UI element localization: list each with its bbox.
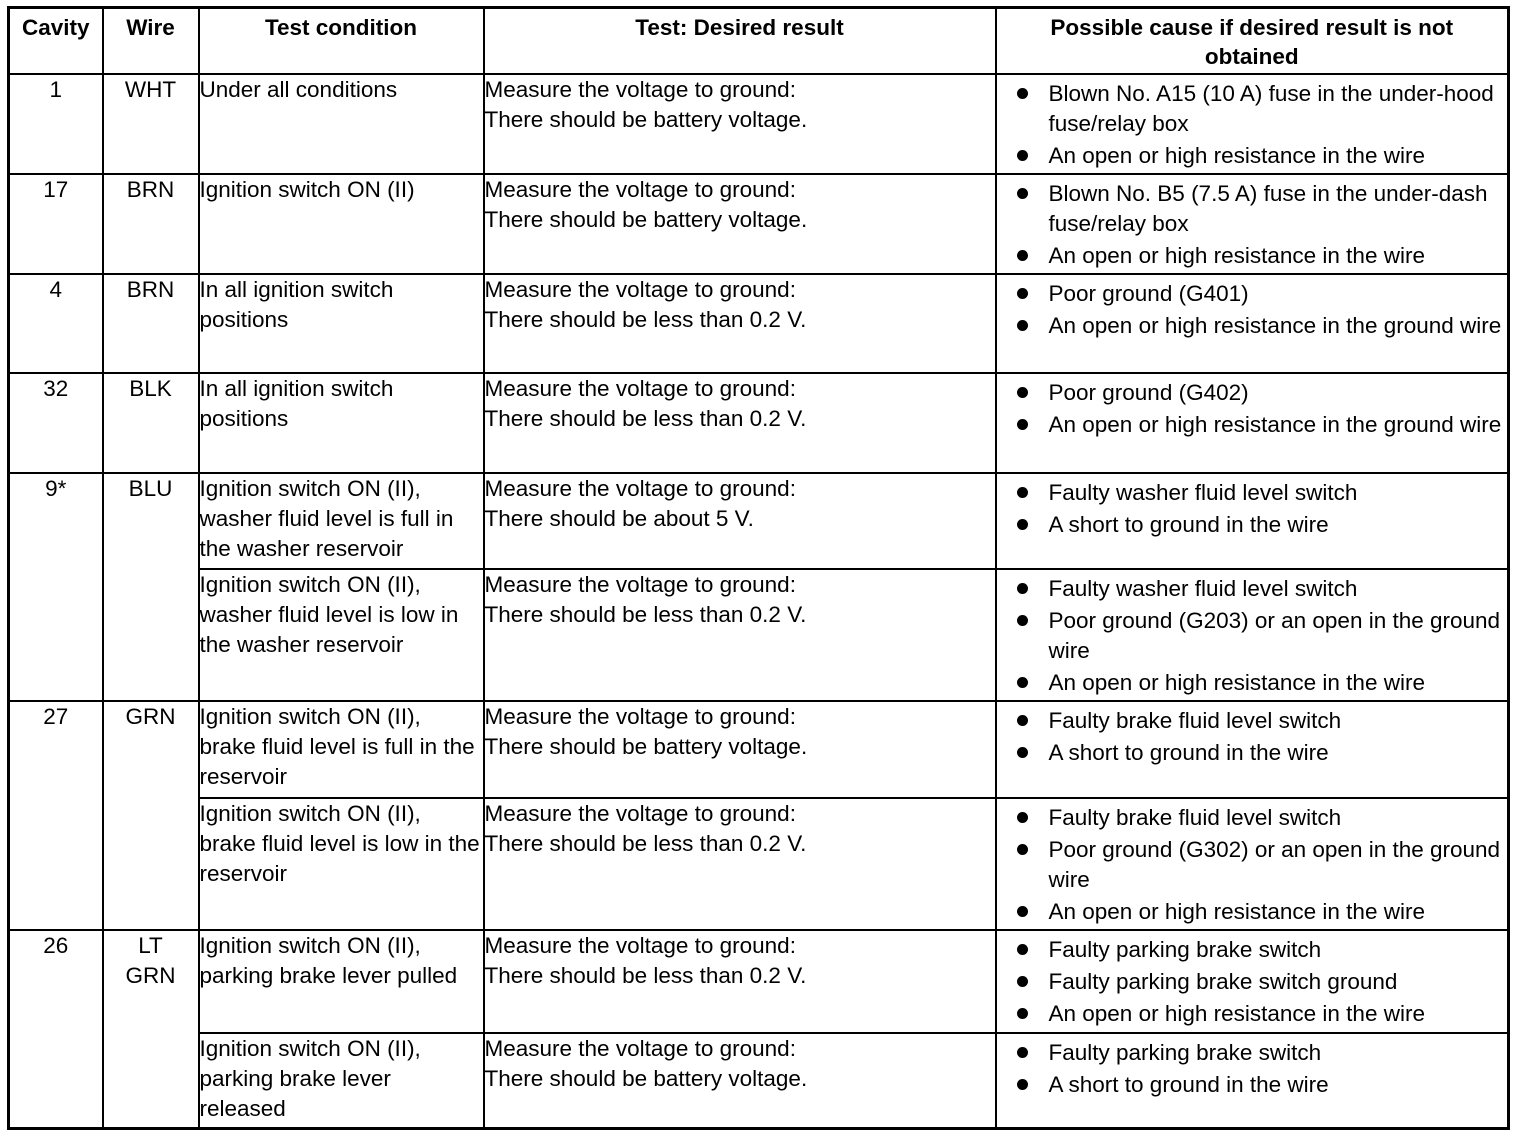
header-row bbox=[9, 8, 1509, 74]
table-row bbox=[9, 569, 1509, 701]
result-line: There should be less than 0.2 V. bbox=[484, 962, 807, 988]
cause-item: Blown No. A15 (10 A) fuse in the under-hood fuse/relay box bbox=[1011, 79, 1508, 139]
cause-cell bbox=[996, 373, 1509, 473]
result-line: There should be less than 0.2 V. bbox=[484, 306, 807, 332]
result-cell bbox=[484, 373, 996, 473]
table-row bbox=[9, 798, 1509, 930]
table-row bbox=[9, 373, 1509, 473]
cause-cell bbox=[996, 74, 1509, 174]
condition-cell: Ignition switch ON (II), parking brake lever pulled bbox=[199, 930, 484, 1033]
cause-item: A short to ground in the wire bbox=[1011, 1070, 1508, 1100]
condition-cell: Ignition switch ON (II), brake fluid level is low in the reservoir bbox=[199, 798, 484, 930]
cause-item: An open or high resistance in the ground wire bbox=[1011, 410, 1508, 440]
result-line: There should be battery voltage. bbox=[484, 106, 808, 132]
cavity-cell: 4 bbox=[9, 274, 103, 373]
table-row bbox=[9, 930, 1509, 1033]
result-cell bbox=[484, 930, 996, 1033]
result-line: There should be less than 0.2 V. bbox=[484, 601, 807, 627]
result-line: There should be battery voltage. bbox=[484, 1065, 808, 1091]
cause-list bbox=[997, 570, 1508, 698]
header-desired-result: Test: Desired result bbox=[484, 8, 996, 74]
wire-cell: LT GRN bbox=[103, 930, 199, 1129]
cause-list bbox=[997, 931, 1508, 1029]
cause-cell bbox=[996, 174, 1509, 274]
result-line: Measure the voltage to ground: bbox=[484, 276, 796, 302]
result-cell bbox=[484, 274, 996, 373]
condition-cell: Ignition switch ON (II), parking brake lever released bbox=[199, 1033, 484, 1129]
cause-cell bbox=[996, 274, 1509, 373]
cause-item: Faulty washer fluid level switch bbox=[1011, 478, 1508, 508]
cause-item: An open or high resistance in the wire bbox=[1011, 668, 1508, 698]
result-line: Measure the voltage to ground: bbox=[484, 176, 796, 202]
condition-cell: Ignition switch ON (II), washer fluid level is low in the washer reservoir bbox=[199, 569, 484, 701]
cause-item: A short to ground in the wire bbox=[1011, 738, 1508, 768]
wire-cell: GRN bbox=[103, 701, 199, 930]
condition-cell: Ignition switch ON (II), washer fluid level is full in the washer reservoir bbox=[199, 473, 484, 569]
result-cell bbox=[484, 798, 996, 930]
wire-cell: WHT bbox=[103, 74, 199, 174]
cavity-cell: 17 bbox=[9, 174, 103, 274]
table-row bbox=[9, 174, 1509, 274]
cavity-cell: 26 bbox=[9, 930, 103, 1129]
cause-item: An open or high resistance in the wire bbox=[1011, 999, 1508, 1029]
cause-item: An open or high resistance in the wire bbox=[1011, 241, 1508, 271]
condition-cell: Ignition switch ON (II), brake fluid level is full in the reservoir bbox=[199, 701, 484, 798]
wire-cell: BRN bbox=[103, 174, 199, 274]
cause-list bbox=[997, 275, 1508, 341]
cause-list bbox=[997, 702, 1508, 768]
result-line: There should be about 5 V. bbox=[484, 505, 754, 531]
condition-cell: Under all conditions bbox=[199, 74, 484, 174]
cause-item: An open or high resistance in the wire bbox=[1011, 141, 1508, 171]
condition-cell: In all ignition switch positions bbox=[199, 373, 484, 473]
result-cell bbox=[484, 74, 996, 174]
result-line: Measure the voltage to ground: bbox=[484, 76, 796, 102]
cause-item: Poor ground (G402) bbox=[1011, 378, 1508, 408]
wire-cell: BLK bbox=[103, 373, 199, 473]
cavity-cell: 1 bbox=[9, 74, 103, 174]
condition-cell: Ignition switch ON (II) bbox=[199, 174, 484, 274]
condition-cell: In all ignition switch positions bbox=[199, 274, 484, 373]
result-line: Measure the voltage to ground: bbox=[484, 375, 796, 401]
result-cell bbox=[484, 473, 996, 569]
cause-item: Faulty parking brake switch ground bbox=[1011, 967, 1508, 997]
cause-item: Poor ground (G203) or an open in the ground wire bbox=[1011, 606, 1508, 666]
cause-list bbox=[997, 799, 1508, 927]
cause-item: Faulty parking brake switch bbox=[1011, 1038, 1508, 1068]
cause-item: Faulty parking brake switch bbox=[1011, 935, 1508, 965]
result-line: Measure the voltage to ground: bbox=[484, 703, 796, 729]
cavity-cell: 27 bbox=[9, 701, 103, 930]
result-cell bbox=[484, 569, 996, 701]
cause-cell bbox=[996, 701, 1509, 798]
result-line: Measure the voltage to ground: bbox=[484, 932, 796, 958]
cause-list bbox=[997, 474, 1508, 540]
cause-item: Faulty brake fluid level switch bbox=[1011, 706, 1508, 736]
cause-cell bbox=[996, 569, 1509, 701]
cause-list bbox=[997, 374, 1508, 440]
cause-cell bbox=[996, 798, 1509, 930]
cavity-cell: 9* bbox=[9, 473, 103, 701]
header-wire: Wire bbox=[103, 8, 199, 74]
result-line: There should be battery voltage. bbox=[484, 733, 808, 759]
cause-cell bbox=[996, 930, 1509, 1033]
table-row bbox=[9, 274, 1509, 373]
header-test-condition: Test condition bbox=[199, 8, 484, 74]
table-row bbox=[9, 74, 1509, 174]
cavity-cell: 32 bbox=[9, 373, 103, 473]
result-cell bbox=[484, 1033, 996, 1129]
cause-item: Faulty washer fluid level switch bbox=[1011, 574, 1508, 604]
cause-item: Poor ground (G302) or an open in the ground wire bbox=[1011, 835, 1508, 895]
cause-item: A short to ground in the wire bbox=[1011, 510, 1508, 540]
wire-cell: BLU bbox=[103, 473, 199, 701]
cause-item: An open or high resistance in the wire bbox=[1011, 897, 1508, 927]
result-cell bbox=[484, 701, 996, 798]
header-possible-cause: Possible cause if desired result is not obtained bbox=[996, 8, 1509, 74]
cause-list bbox=[997, 1034, 1508, 1100]
result-line: There should be less than 0.2 V. bbox=[484, 405, 807, 431]
table-row bbox=[9, 1033, 1509, 1129]
result-line: There should be battery voltage. bbox=[484, 206, 808, 232]
cause-cell bbox=[996, 473, 1509, 569]
result-line: Measure the voltage to ground: bbox=[484, 800, 796, 826]
result-cell bbox=[484, 174, 996, 274]
cause-item: Poor ground (G401) bbox=[1011, 279, 1508, 309]
result-line: Measure the voltage to ground: bbox=[484, 1035, 796, 1061]
cause-list bbox=[997, 75, 1508, 171]
cause-item: Blown No. B5 (7.5 A) fuse in the under-dash fuse/relay box bbox=[1011, 179, 1508, 239]
cause-item: Faulty brake fluid level switch bbox=[1011, 803, 1508, 833]
wire-cell: BRN bbox=[103, 274, 199, 373]
result-line: There should be less than 0.2 V. bbox=[484, 830, 807, 856]
cause-item: An open or high resistance in the ground wire bbox=[1011, 311, 1508, 341]
connector-test-table bbox=[7, 6, 1510, 1130]
header-cavity: Cavity bbox=[9, 8, 103, 74]
table-row bbox=[9, 473, 1509, 569]
cause-cell bbox=[996, 1033, 1509, 1129]
result-line: Measure the voltage to ground: bbox=[484, 571, 796, 597]
cause-list bbox=[997, 175, 1508, 271]
result-line: Measure the voltage to ground: bbox=[484, 475, 796, 501]
table-row bbox=[9, 701, 1509, 798]
